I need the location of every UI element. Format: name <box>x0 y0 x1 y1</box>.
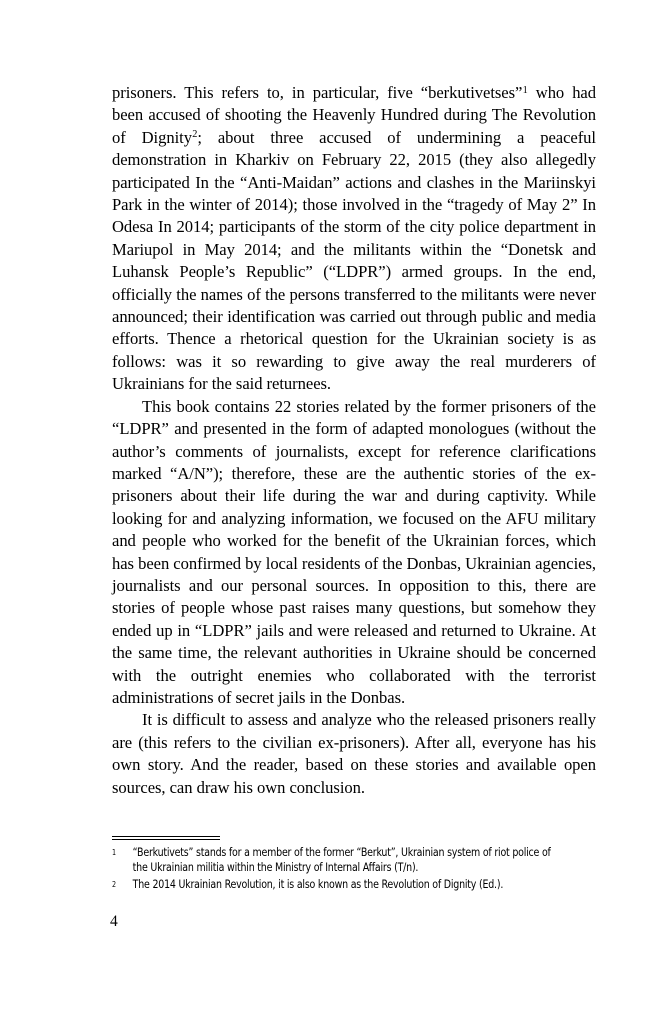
body-text-column <box>112 82 596 799</box>
footnote-marker: 2 <box>112 880 116 890</box>
footnote-separator-rule <box>112 836 220 840</box>
footnote-area <box>112 836 596 893</box>
body-text-run: who had been accused of shooting the Heavenly Hundred during The Revolution of Dignity <box>112 83 596 147</box>
footnote-text: The 2014 Ukrainian Revolution, it is also known as the Revolution of Dignity (Ed.). <box>132 877 504 891</box>
page-number: 4 <box>110 913 118 930</box>
body-text-run: ; about three accused of undermining a peaceful demonstration in Kharkiv on February 22, 2015 (they also allegedly participated In the “Anti-Maidan” actions and clashes in the Mariinskyi Park in the winter of 2014); those involved in the “tragedy of May 2” In Odesa In 2014; participants of the storm of the city police department in Mariupol in May 2014; and the militants within the “Donetsk and Luhansk People’s Republic” (“LDPR”) armed groups. In the end, officially the names of the persons transferred to the militants were never announced; their identification was carried out through public and media efforts. Thence a rhetorical question for the Ukrainian society is as follows: was it so rewarding to give away the real murderers of Ukrainians for the said returnees. <box>112 127 596 394</box>
footnote-list <box>112 845 596 893</box>
footnote-item <box>112 877 567 893</box>
body-text-run: It is difficult to assess and analyze who the released prisoners really are (this refers to the civilian ex-prisoners). After all, everyone has his own story. And the reader, based on these stories and available open sources, can draw his own conclusion. <box>112 710 596 797</box>
body-paragraph <box>112 396 596 710</box>
footnote-marker: 1 <box>112 848 116 858</box>
body-paragraph <box>112 709 596 799</box>
body-text-run: This book contains 22 stories related by the former prisoners of the “LDPR” and presented in the form of adapted monologues (without the author’s comments of journalists, except for reference clarifications marked “A/N”); therefore, these are the authentic stories of the ex-prisoners about their life during the war and during captivity. While looking for and analyzing information, we focused on the AFU military and people who worked for the benefit of the Ukrainian forces, which has been confirmed by local residents of the Donbas, Ukrainian agencies, journalists and our personal sources. In opposition to this, there are stories of people whose past raises many questions, but somehow they ended up in “LDPR” jails and were released and returned to Ukraine. At the same time, the relevant authorities in Ukraine should be concerned with the outright enemies who collaborated with the terrorist administrations of secret jails in the Donbas. <box>112 396 596 707</box>
footnote-reference[interactable]: 2 <box>192 129 198 141</box>
body-paragraph <box>112 82 596 396</box>
footnote-reference[interactable]: 1 <box>522 84 528 96</box>
footnote-text: “Berkutivets” stands for a member of the former “Berkut”, Ukrainian system of riot police of the Ukrainian militia within the Ministry of Internal Affairs (T/n). <box>132 845 551 875</box>
body-text-run: prisoners. This refers to, in particular, five “berkutivetses” <box>112 83 523 102</box>
footnote-item <box>112 845 567 876</box>
